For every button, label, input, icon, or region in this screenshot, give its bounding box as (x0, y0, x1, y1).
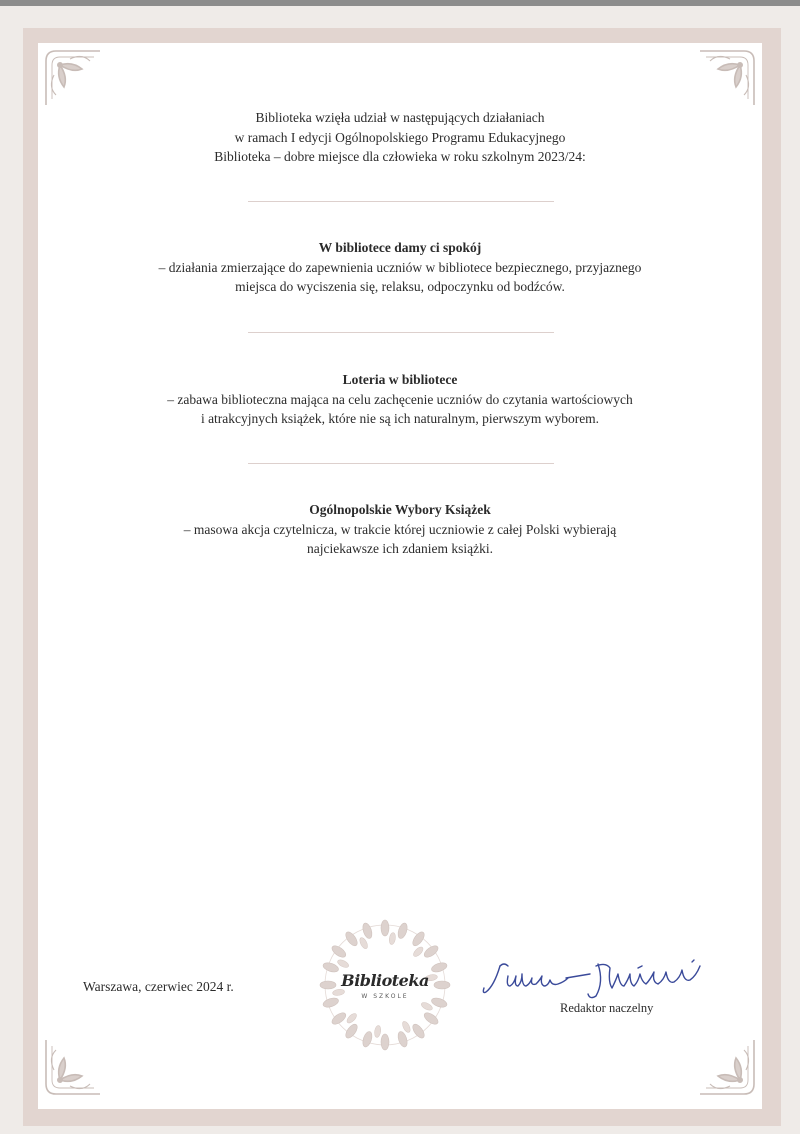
signature-role: Redaktor naczelny (560, 1001, 654, 1015)
activity-description: – działania zmierzające do zapewnienia uczniów w bibliotece bezpiecznego, przyjaznego (158, 259, 642, 275)
window-top-bar (0, 0, 800, 6)
section-divider (248, 201, 554, 202)
activity-description: i atrakcyjnych książek, które nie są ich naturalnym, pierwszym wyborem. (200, 411, 600, 426)
intro-line: w ramach I edycji Ogólnopolskiego Programu Edukacyjnego (234, 129, 566, 145)
activity-section (0, 238, 800, 297)
section-divider (248, 463, 554, 464)
activity-title: W bibliotece damy ci spokój (318, 240, 482, 255)
intro-text (0, 108, 800, 167)
intro-line: Biblioteka – dobre miejsce dla człowieka w roku szkolnym 2023/24: (214, 149, 586, 164)
corner-ornament-icon (42, 47, 104, 109)
activity-title: Ogólnopolskie Wybory Książek (309, 502, 491, 517)
intro-line: Biblioteka wzięła udział w następujących działaniach (255, 110, 545, 125)
section-divider (248, 332, 554, 333)
seal-logo-subtitle: W SZKOLE (361, 993, 409, 1000)
signature-icon (478, 952, 718, 1004)
activity-description: miejsca do wyciszenia się, relaksu, odpoczynku od bodźców. (235, 279, 565, 294)
activity-description: – masowa akcja czytelnicza, w trakcie której uczniowie z całej Polski wybierają (183, 521, 617, 537)
activity-section (0, 500, 800, 559)
place-and-date: Warszawa, czerwiec 2024 r. (83, 979, 234, 994)
activity-title: Loteria w bibliotece (342, 372, 458, 387)
corner-ornament-icon (42, 1036, 104, 1098)
activity-description: – zabawa biblioteczna mająca na celu zachęcenie uczniów do czytania wartościowych (167, 391, 633, 407)
seal-logo-title: Biblioteka (341, 971, 429, 990)
corner-ornament-icon (696, 1036, 758, 1098)
activity-section (0, 370, 800, 429)
corner-ornament-icon (696, 47, 758, 109)
activity-description: najciekawsze ich zdaniem książki. (307, 541, 493, 556)
laurel-wreath-icon (316, 916, 454, 1054)
